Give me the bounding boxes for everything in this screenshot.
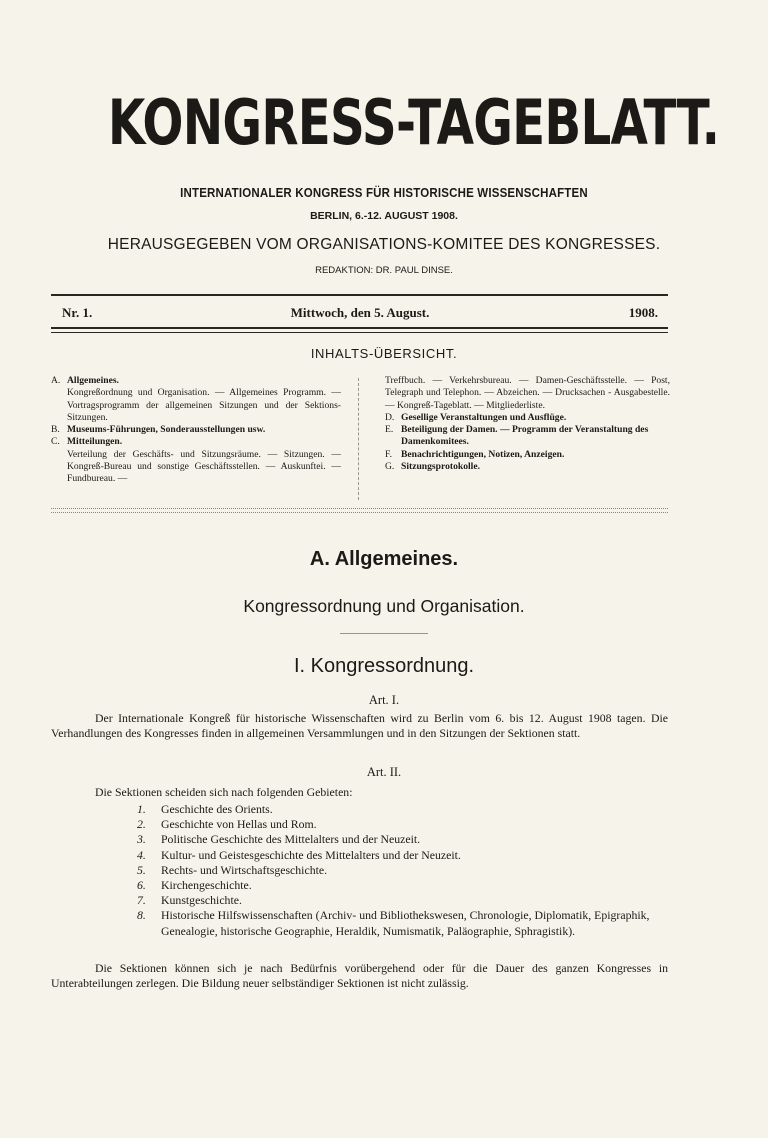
toc-entry-heading: Sitzungsprotokolle. — [401, 461, 480, 473]
toc-left-column — [51, 375, 341, 486]
list-item — [137, 802, 669, 817]
toc-entry-f — [385, 449, 670, 461]
toc-entry-key: D. — [385, 411, 395, 423]
list-item-text: Historische Hilfswissenschaften (Archiv- und Bibliothekswesen, Chronologie, Diplomatik, Epigraphik, Genealogie, historische Geographie, Heraldik, Numismatik, Paläographie, Sphragistik). — [161, 908, 650, 938]
toc-entry-heading: Beteiligung der Damen. — Programm der Veranstaltung des Damenkomitees. — [401, 424, 649, 448]
section-title: A. Allgemeines. — [309, 548, 459, 570]
toc-entry-key: A. — [51, 375, 61, 386]
list-item-text: Politische Geschichte des Mittelalters und der Neuzeit. — [161, 832, 421, 847]
list-item-number: 6. — [137, 878, 146, 893]
toc-entry-b — [51, 424, 341, 436]
masthead-editor: REDAKTION: DR. PAUL DINSE. — [315, 265, 453, 276]
section-list — [137, 802, 669, 939]
article-2-intro: Die Sektionen scheiden sich nach folgenden Gebieten: — [95, 785, 353, 799]
toc-entry-e — [385, 424, 670, 449]
toc-entry-detail: Kongreßordnung und Organisation. — Allgemeines Programm. — Vortragsprogramm der allgemeinen Sitzungen und der Sektions-Sitzungen. — [67, 387, 341, 423]
toc-entry-c — [51, 436, 341, 485]
article-2-closing: Die Sektionen können sich je nach Bedürfnis vorübergehend oder für die Dauer des ganzen Kongresses in Unterabteilungen zerlegen. Die Bildung neuer selbständiger Sektionen ist nicht zulässig. — [51, 961, 668, 990]
toc-column-separator — [358, 378, 359, 500]
toc-entry-a — [51, 375, 341, 424]
list-item-number: 7. — [137, 893, 146, 908]
toc-entry-key: B. — [51, 424, 60, 436]
list-item-number: 5. — [137, 862, 146, 877]
toc-title: INHALTS-ÜBERSICHT. — [310, 346, 458, 361]
toc-entry-key: G. — [385, 461, 395, 473]
list-item — [137, 893, 669, 908]
list-item-number: 4. — [137, 847, 146, 862]
masthead-publisher: HERAUSGEGEBEN VOM ORGANISATIONS-KOMITEE DES KONGRESSES. — [107, 236, 661, 253]
list-item-text: Geschichte des Orients. — [161, 802, 273, 816]
toc-entry-c-continued: Treffbuch. — Verkehrsbureau. — Damen-Geschäftsstelle. — Post, Telegraph und Telephon. — Abzeichen. — Drucksachen - Ausgabestelle. — Kongreß-Tageblatt. — Mitgliederliste. — [385, 375, 670, 411]
list-item-number: 8. — [137, 908, 146, 923]
toc-entry-key: F. — [385, 448, 392, 460]
article-1-title: Art. I. — [368, 693, 400, 707]
toc-entry-heading: Allgemeines. — [67, 375, 119, 386]
list-item — [137, 878, 669, 893]
list-item — [137, 832, 669, 847]
toc-entry-key: E. — [385, 424, 394, 436]
list-item — [137, 908, 669, 938]
list-item-text: Rechts- und Wirtschaftsgeschichte. — [161, 862, 328, 877]
list-item-number: 1. — [137, 802, 146, 816]
article-1-text: Der Internationale Kongreß für historische Wissenschaften wird zu Berlin vom 6. bis 12. August 1908 tagen. Die Verhandlungen des Kongresses finden in allgemeinen Versammlungen und in den Sitzungen der Sektionen statt. — [51, 711, 668, 740]
toc-entry-heading: Museums-Führungen, Sonderausstellungen usw. — [67, 424, 266, 436]
part-title: I. Kongressordnung. — [293, 655, 475, 677]
toc-entry-heading: Mitteilungen. — [67, 436, 123, 448]
issue-line — [62, 305, 658, 321]
list-item — [137, 817, 669, 832]
toc-entry-detail: Verteilung der Geschäfts- und Sitzungsräume. — Sitzungen. — Kongreß-Bureau und sonstige Geschäftsstellen. — Auskunftei. — Fundbureau. — — [67, 448, 341, 485]
header-rule-bottom-1 — [51, 327, 668, 329]
list-item-number: 2. — [137, 817, 146, 832]
list-item-text: Geschichte von Hellas und Rom. — [161, 817, 317, 832]
toc-end-divider-2 — [51, 512, 668, 513]
toc-end-divider — [51, 508, 668, 509]
toc-entry-g — [385, 461, 670, 473]
list-item-text: Kultur- und Geistesgeschichte des Mittelalters und der Neuzeit. — [161, 847, 461, 862]
article-2-title: Art. II. — [366, 765, 402, 779]
masthead-subtitle: INTERNATIONALER KONGRESS FÜR HISTORISCHE WISSENSCHAFTEN — [180, 186, 588, 200]
toc-entry-heading: Gesellige Veranstaltungen und Ausflüge. — [401, 411, 567, 423]
toc-right-column — [385, 375, 670, 473]
masthead-date-place: BERLIN, 6.-12. AUGUST 1908. — [310, 210, 458, 222]
issue-date: Mittwoch, den 5. August. — [290, 305, 430, 320]
list-item — [137, 863, 669, 878]
toc-entry-d — [385, 412, 670, 424]
list-item — [137, 848, 669, 863]
list-item-number: 3. — [137, 832, 146, 847]
toc-entry-key: C. — [51, 436, 60, 448]
issue-number: Nr. 1. — [62, 305, 93, 320]
list-item-text: Kunstgeschichte. — [161, 893, 242, 908]
header-rule-top — [51, 294, 668, 296]
subsection-rule — [340, 633, 428, 634]
masthead-title: KONGRESS-TAGEBLATT. — [107, 86, 720, 159]
toc-entry-heading: Benachrichtigungen, Notizen, Anzeigen. — [401, 448, 565, 460]
issue-year: 1908. — [628, 305, 658, 320]
subsection-title: Kongressordnung und Organisation. — [243, 596, 525, 616]
list-item-text: Kirchengeschichte. — [161, 878, 252, 893]
header-rule-bottom-2 — [51, 332, 668, 333]
